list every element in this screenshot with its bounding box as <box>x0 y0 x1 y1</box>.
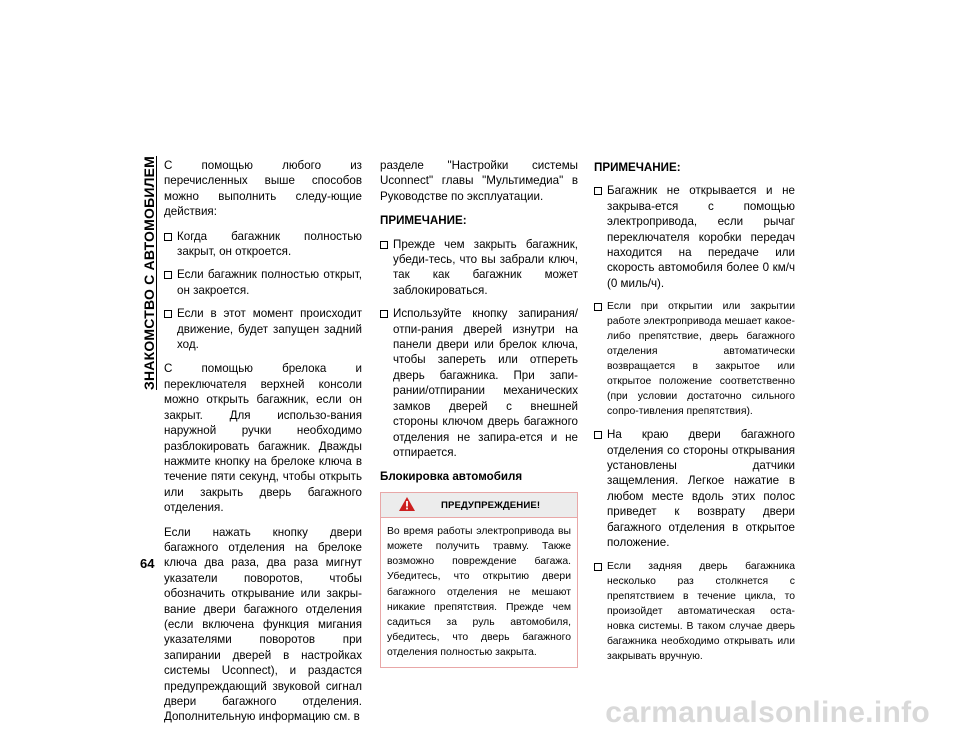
warning-box <box>380 492 578 668</box>
list-item: Если задняя дверь багажника несколько раз столкнется с препятствием в течение цикла, то произойдет автоматическая оста-новка системы. В таком случае дверь багажника необходимо открывать или закрывать вручную. <box>594 559 795 664</box>
col3-bullet-list <box>594 183 795 663</box>
section-heading: Блокировка автомобиля <box>380 470 523 484</box>
warning-body: Во время работы электропривода вы можете получить травму. Также возможно повреждение багажа. Убедитесь, что открытию двери багажного отделения не мешают никакие препятствия. Прежде чем садиться за руль автомобиля, убедитесь, что дверь багажного отделения полностью закрыта. <box>387 525 571 659</box>
col1-bullet-list <box>164 229 362 353</box>
list-item: Багажник не открывается и не закрыва-ется с помощью электропривода, если рычаг переключателя коробки передач находится на передаче или скорость автомобиля более 0 км/ч (0 миль/ч). <box>594 183 795 291</box>
column-2 <box>380 158 578 668</box>
col2-note-heading: ПРИМЕЧАНИЕ: <box>380 214 467 228</box>
column-1 <box>164 158 362 734</box>
warning-header <box>381 493 577 518</box>
col2-bullet-list <box>380 237 578 461</box>
col1-paragraph-2: С помощью брелока и переключателя верхней консоли можно открыть багажник, если он закрыт. Для использо-вания наружной ручки необходимо разблокировать багажник. Дважды нажмите кнопку на брелоке ключа в течение пяти секунд, чтобы открыть или закрыть дверь багажного отделения. <box>164 362 362 515</box>
list-item: Если в этот момент происходит движение, будет запущен задний ход. <box>164 306 362 352</box>
sidebar-title-text: ЗНАКОМСТВО С АВТОМОБИЛЕМ <box>141 155 157 390</box>
warning-title: ПРЕДУПРЕЖДЕНИЕ! <box>441 499 541 511</box>
col1-paragraph-3: Если нажать кнопку двери багажного отделения на брелоке ключа два раза, два раза мигнут указатели поворотов, чтобы обозначить открывание или закры-вание двери багажного отделения (если включена функция мигания указателями поворотов при запирании дверей в настройках системы Uconnect), и раздастся предупреждающий звуковой сигнал двери багажного отделения. Дополнительную информацию см. в <box>164 525 362 724</box>
watermark: carmanualsonline.info <box>605 696 930 729</box>
col2-paragraph-1: разделе "Настройки системы Uconnect" главы "Мультимедиа" в Руководстве по эксплуатации. <box>380 159 578 203</box>
list-item: Когда багажник полностью закрыт, он откроется. <box>164 229 362 260</box>
col1-paragraph-1: С помощью любого из перечисленных выше способов можно выполнить следу-ющие действия: <box>164 159 362 219</box>
column-3 <box>594 158 795 673</box>
list-item: Если багажник полностью открыт, он закроется. <box>164 267 362 298</box>
page-number: 64 <box>140 556 155 571</box>
col3-note-heading: ПРИМЕЧАНИЕ: <box>594 161 681 174</box>
list-item: Используйте кнопку запирания/отпи-рания дверей изнутри на панели двери или брелок ключа, чтобы запереть или отпереть дверь багажника. При запи-рании/отпирании механических замков дверей с внешней стороны ключом дверь багажного отделения не запира-ется и не отпирается. <box>380 306 578 460</box>
section-sidebar-title <box>140 155 158 390</box>
warning-triangle-icon <box>398 496 416 512</box>
list-item: Прежде чем закрыть багажник, убеди-тесь, что вы забрали ключ, так как багажник может заблокироваться. <box>380 237 578 299</box>
list-item: Если при открытии или закрытии работе электропривода мешает какое-либо препятствие, дверь багажного отделения автоматически возвращается в закрытое или открытое положение соответственно (при условии достаточно сильного сопро-тивления препятствия). <box>594 299 795 419</box>
list-item: На краю двери багажного отделения со стороны открывания установлены датчики защемления. Легкое нажатие в любом месте вдоль этих полос приведет к возврату двери багажного отделения в открытое положение. <box>594 427 795 550</box>
